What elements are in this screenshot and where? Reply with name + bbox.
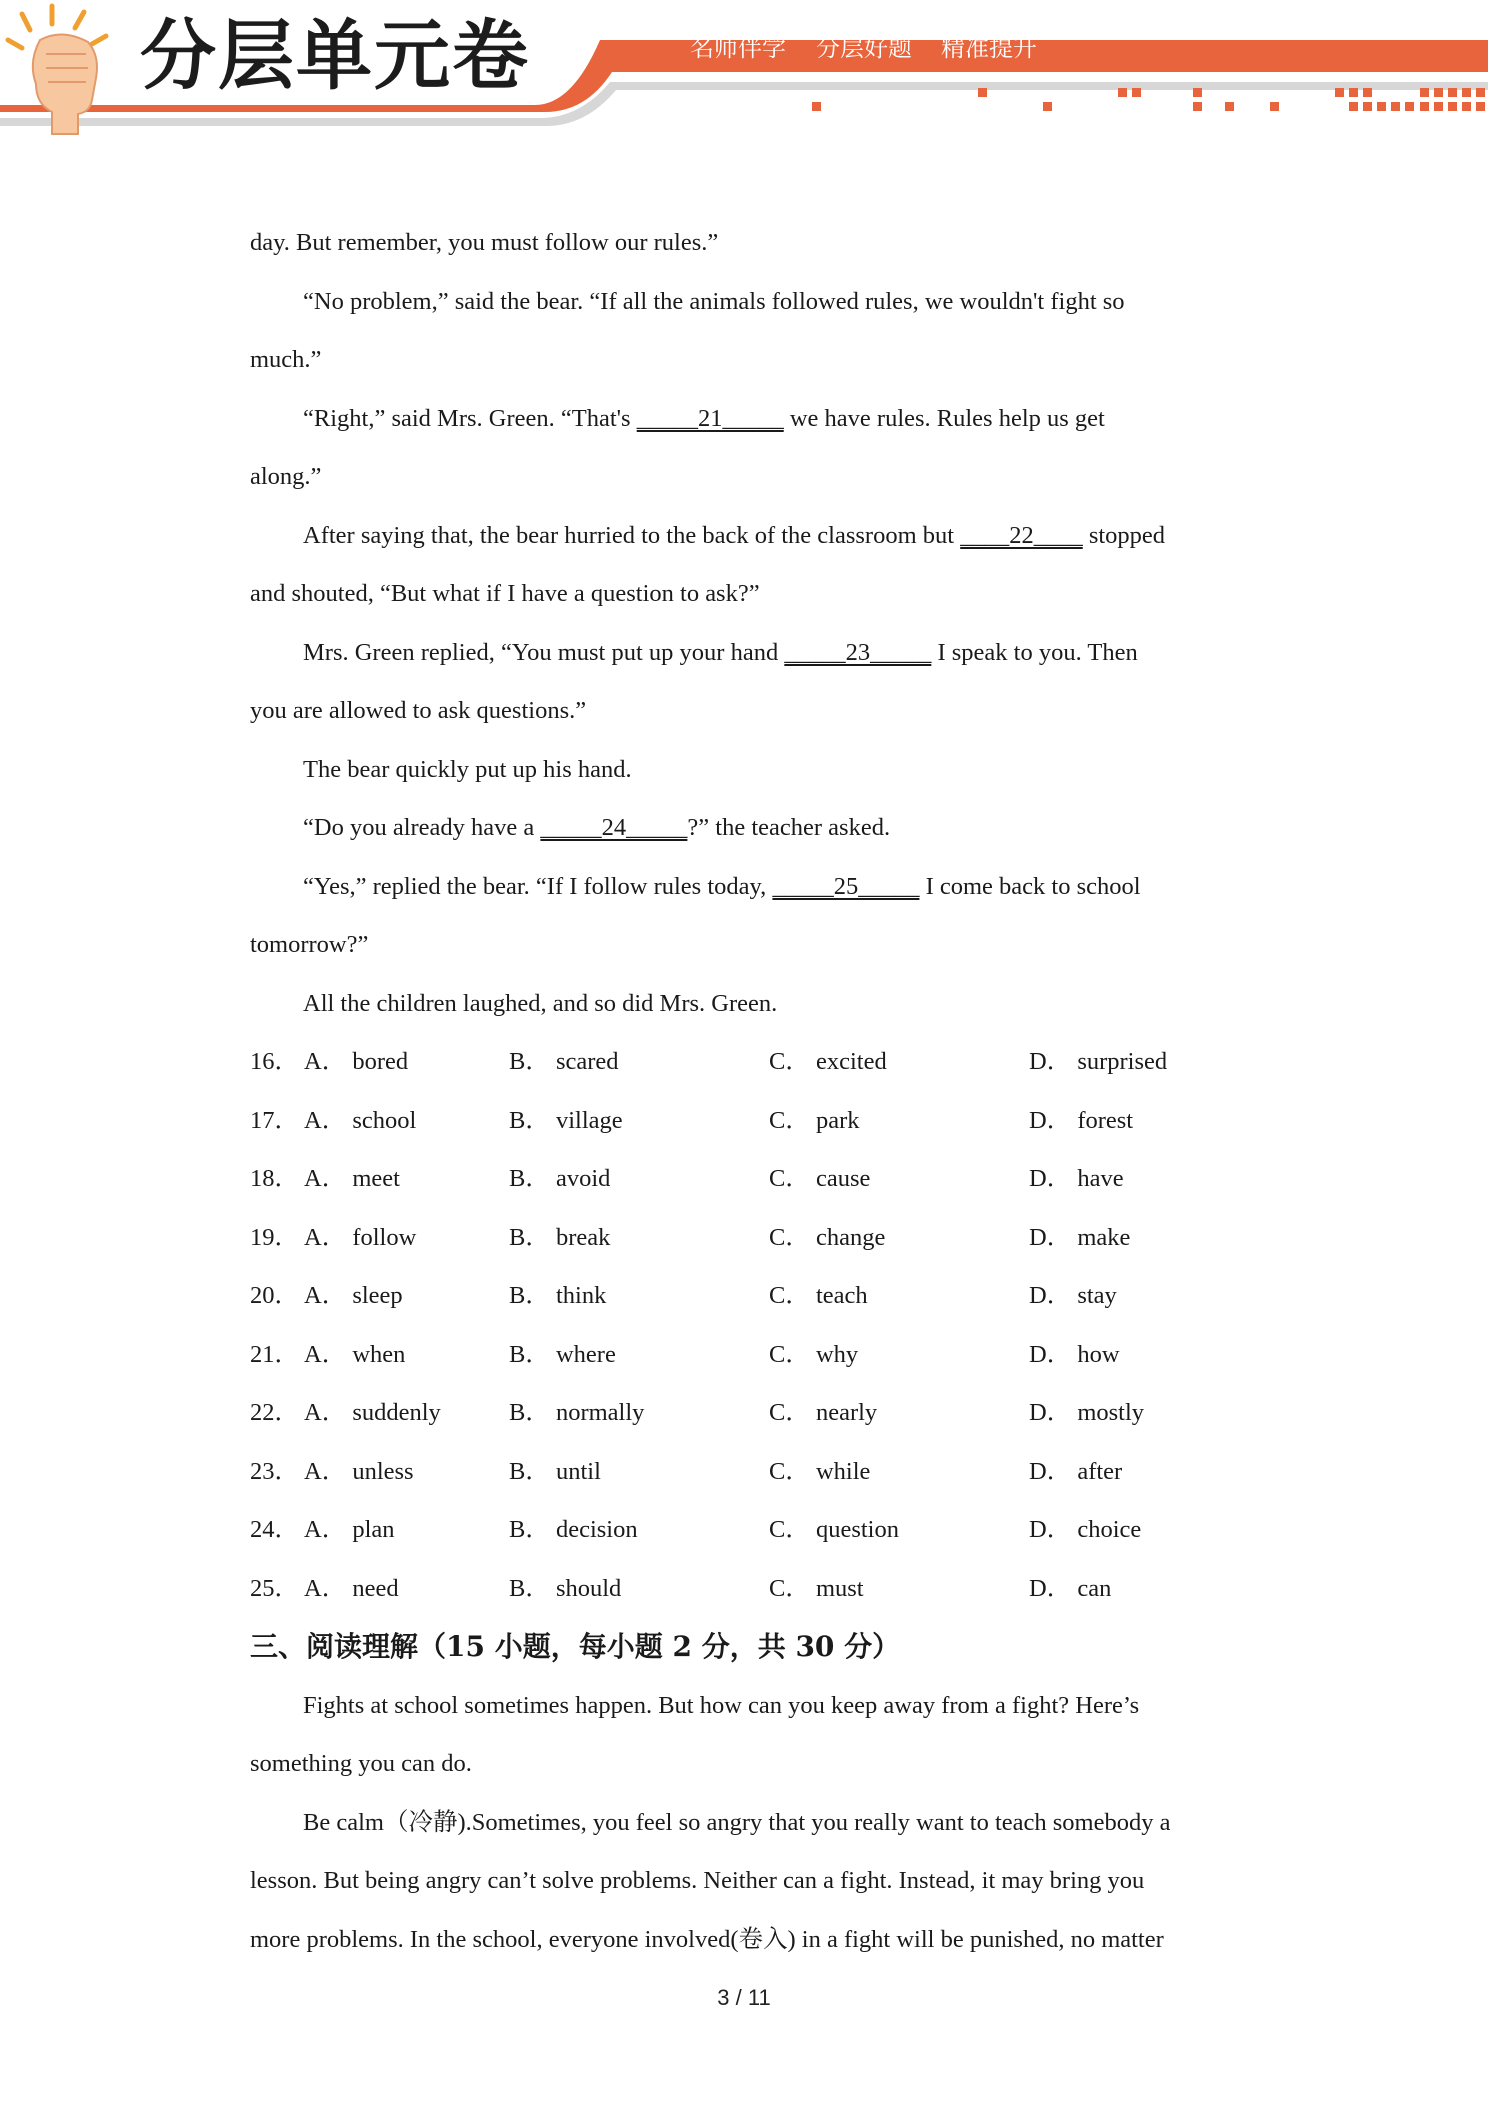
passage-line: much.” xyxy=(250,346,322,373)
passage-line: “No problem,” said the bear. “If all the animals followed rules, we wouldn't fight so xyxy=(303,287,1125,315)
option-a: A． suddenly xyxy=(304,1399,441,1426)
blank-23: _____23_____ xyxy=(784,638,932,666)
option-d: D． how xyxy=(1029,1340,1120,1368)
option-b: B． until xyxy=(509,1457,601,1485)
option-a: A． when xyxy=(304,1340,406,1368)
option-a: A． bored xyxy=(304,1048,409,1075)
raised-fist-icon xyxy=(8,6,106,134)
question-row-18 xyxy=(250,1150,1240,1209)
page-number: 3 / 11 xyxy=(717,1985,771,2010)
passage-line xyxy=(250,507,1240,566)
cloze-passage xyxy=(250,214,1240,1033)
blank-25: _____25_____ xyxy=(772,872,920,900)
question-row-17 xyxy=(250,1092,1240,1151)
passage-line: lesson. But being angry can’t solve problems. Neither can a fight. Instead, it may bring you xyxy=(250,1867,1145,1894)
passage-line xyxy=(250,799,1240,858)
option-a: A． follow xyxy=(304,1223,417,1251)
slogan-1: 名师伴学 xyxy=(690,34,786,62)
question-row-20 xyxy=(250,1267,1240,1326)
option-d: D． choice xyxy=(1029,1516,1142,1543)
reading-passage xyxy=(250,1677,1240,1970)
passage-line: Be calm（冷静).Sometimes, you feel so angry that you really want to teach somebody a xyxy=(303,1808,1171,1836)
option-d: D． surprised xyxy=(1029,1048,1168,1075)
option-c: C． while xyxy=(769,1457,871,1485)
question-row-23 xyxy=(250,1443,1240,1502)
passage-line: Fights at school sometimes happen. But how can you keep away from a fight? Here’s xyxy=(303,1691,1140,1719)
option-d: D． forest xyxy=(1029,1106,1134,1134)
option-c: C． nearly xyxy=(769,1399,878,1426)
question-row-25 xyxy=(250,1560,1240,1619)
passage-text: I come back to school xyxy=(919,872,1141,900)
option-b: B． should xyxy=(509,1574,622,1602)
option-d: D． after xyxy=(1029,1457,1123,1485)
option-d: D． can xyxy=(1029,1574,1112,1602)
passage-line: tomorrow?” xyxy=(250,931,369,958)
question-number: 20． xyxy=(250,1282,299,1309)
option-b: B． where xyxy=(509,1340,616,1368)
option-c: C． change xyxy=(769,1223,886,1251)
passage-line: you are allowed to ask questions.” xyxy=(250,697,587,724)
option-a: A． sleep xyxy=(304,1282,403,1309)
passage-line xyxy=(250,390,1240,449)
blank-24: _____24_____ xyxy=(540,814,688,841)
option-b: B． village xyxy=(509,1106,623,1134)
option-d: D． have xyxy=(1029,1165,1124,1192)
passage-line xyxy=(250,858,1240,917)
question-number: 22． xyxy=(250,1399,299,1426)
blank-21: _____21_____ xyxy=(636,404,784,432)
option-b: B． decision xyxy=(509,1516,638,1543)
question-row-16 xyxy=(250,1033,1240,1092)
passage-text: Mrs. Green replied, “You must put up your hand xyxy=(303,638,785,666)
question-number: 21． xyxy=(250,1340,299,1368)
passage-line: The bear quickly put up his hand. xyxy=(303,755,632,783)
passage-text: we have rules. Rules help us get xyxy=(783,404,1105,432)
question-row-21 xyxy=(250,1326,1240,1385)
slogan-2: 分层好题 xyxy=(816,34,912,62)
option-a: A． need xyxy=(304,1574,399,1602)
page-content xyxy=(250,214,1240,1969)
option-c: C． cause xyxy=(769,1165,871,1192)
passage-text: “Yes,” replied the bear. “If I follow rules today, xyxy=(303,872,773,900)
passage-line: and shouted, “But what if I have a question to ask?” xyxy=(250,580,760,607)
option-d: D． stay xyxy=(1029,1282,1117,1309)
question-number: 16． xyxy=(250,1048,299,1075)
option-b: B． think xyxy=(509,1282,607,1309)
question-number: 24． xyxy=(250,1516,299,1543)
option-d: D． make xyxy=(1029,1223,1131,1251)
passage-line: All the children laughed, and so did Mrs. Green. xyxy=(303,989,778,1017)
question-row-19 xyxy=(250,1209,1240,1268)
option-b: B． avoid xyxy=(509,1165,611,1192)
option-a: A． meet xyxy=(304,1165,400,1192)
passage-text: I speak to you. Then xyxy=(931,638,1138,666)
passage-text: ?” the teacher asked. xyxy=(687,814,891,841)
option-b: B． break xyxy=(509,1223,611,1251)
passage-line xyxy=(250,624,1240,683)
section-title: 三、阅读理解（15 小题，每小题 2 分，共 30 分） xyxy=(250,1630,901,1663)
passage-text: “Do you already have a xyxy=(303,814,541,841)
question-row-24 xyxy=(250,1501,1240,1560)
question-number: 17． xyxy=(250,1106,299,1134)
option-c: C． excited xyxy=(769,1048,887,1075)
passage-line: along.” xyxy=(250,463,322,490)
question-number: 18． xyxy=(250,1165,299,1192)
option-b: B． scared xyxy=(509,1048,619,1075)
option-c: C． question xyxy=(769,1516,899,1543)
question-number: 25． xyxy=(250,1574,299,1602)
blank-22: ____22____ xyxy=(960,521,1083,549)
option-d: D． mostly xyxy=(1029,1399,1145,1426)
passage-text: “Right,” said Mrs. Green. “That's xyxy=(303,404,637,432)
passage-line: more problems. In the school, everyone involved(卷入) in a fight will be punished, no matter xyxy=(250,1925,1164,1953)
question-number: 19． xyxy=(250,1223,299,1251)
question-number: 23． xyxy=(250,1457,299,1485)
option-c: C． must xyxy=(769,1574,864,1602)
option-a: A． plan xyxy=(304,1516,395,1543)
brand-title: 分层单元卷 xyxy=(140,11,530,100)
option-a: A． unless xyxy=(304,1457,414,1485)
passage-text: stopped xyxy=(1082,521,1166,549)
option-b: B． normally xyxy=(509,1399,645,1426)
passage-text: After saying that, the bear hurried to the back of the classroom but xyxy=(303,521,961,549)
option-a: A． school xyxy=(304,1106,417,1134)
decorative-dots xyxy=(812,88,1485,111)
question-row-22 xyxy=(250,1384,1240,1443)
slogan-3: 精准提升 xyxy=(941,34,1037,62)
option-c: C． park xyxy=(769,1106,860,1134)
option-c: C． why xyxy=(769,1340,859,1368)
passage-line: something you can do. xyxy=(250,1750,472,1777)
question-options xyxy=(250,1033,1240,1618)
passage-line: day. But remember, you must follow our rules.” xyxy=(250,229,719,256)
page-header xyxy=(0,0,1488,140)
option-c: C． teach xyxy=(769,1282,868,1309)
